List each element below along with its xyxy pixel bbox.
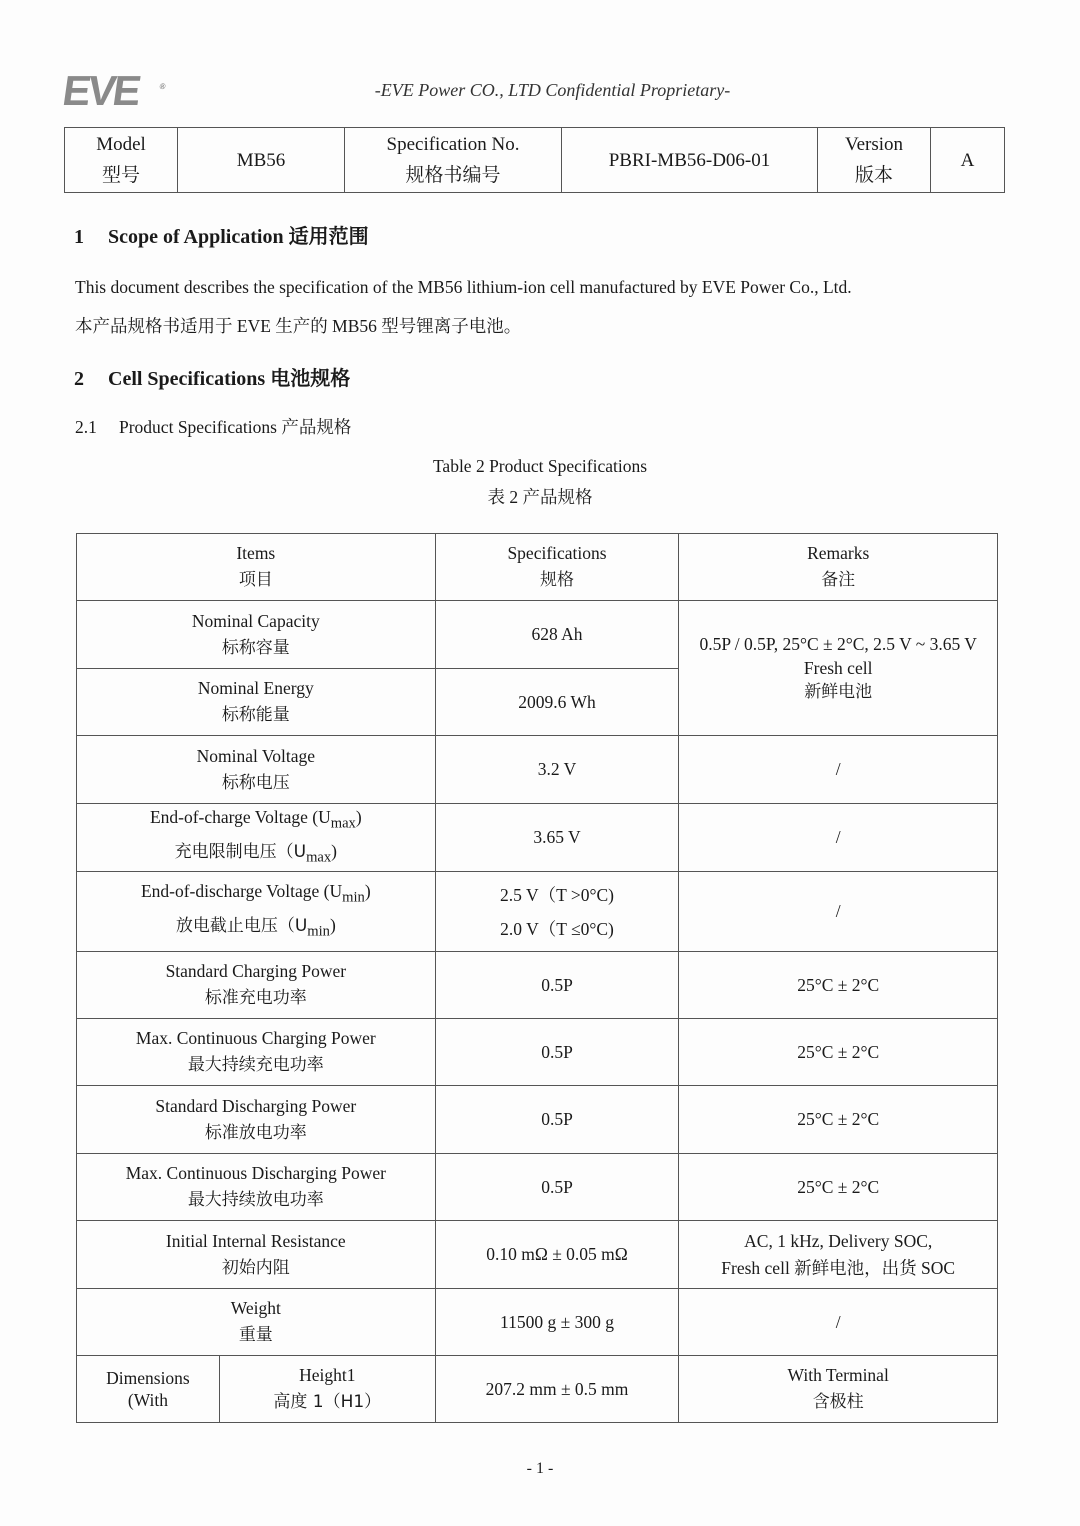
remark-cell: 25°C ± 2°C: [679, 1086, 998, 1154]
spec-cell: 0.5P: [435, 1154, 679, 1221]
spec-cell: 11500 g ± 300 g: [435, 1289, 679, 1356]
document-header-table: [64, 127, 1005, 193]
table-row: [77, 952, 998, 1019]
item-cell: Weight 重量: [77, 1289, 436, 1356]
eve-logo: EVE ®: [59, 67, 167, 114]
section-2-1-heading: 2.1 Product Specifications 产品规格: [75, 417, 352, 437]
remark-cell: 25°C ± 2°C: [679, 1154, 998, 1221]
header-items: Items 项目: [77, 534, 436, 601]
item-cell: Nominal Energy 标称能量: [77, 669, 436, 736]
remark-cell: AC, 1 kHz, Delivery SOC, Fresh cell 新鲜电池，出货 SOC: [679, 1221, 998, 1289]
table-row: [77, 872, 998, 952]
spec-cell: 0.10 mΩ ± 0.05 mΩ: [435, 1221, 679, 1289]
table-row: [77, 1019, 998, 1086]
table-caption-en: Table 2 Product Specifications: [432, 456, 648, 476]
spec-no-label: Specification No. 规格书编号: [345, 128, 562, 193]
table-row: [77, 601, 998, 669]
table-row: [77, 1289, 998, 1356]
item-cell: End-of-charge Voltage $(U_{max})$ 充电限制电压$(U_{max})$: [77, 804, 436, 872]
table-row: [77, 804, 998, 872]
section-2-heading: 2 Cell Specifications 电池规格: [74, 368, 351, 390]
spec-cell: 0.5P: [435, 1019, 679, 1086]
spec-no-value: PBRI-MB56-D06-01: [562, 128, 818, 193]
table-row: [77, 736, 998, 804]
product-spec-table: [76, 533, 998, 1423]
scope-text-zh: 本产品规格书适用于 EVE 生产的 MB56 型号锂离子电池。: [75, 316, 522, 336]
item-cell: End-of-discharge Voltage $(U_{min})$ 放电截止电压$(U_{min})$: [77, 872, 436, 952]
model-value: MB56: [178, 128, 345, 193]
section-1-heading: 1 Scope of Application 适用范围: [74, 226, 369, 248]
model-label: Model 型号: [65, 128, 178, 193]
remark-cell: With Terminal 含极柱: [679, 1356, 998, 1423]
dimensions-group-cell: Dimensions (With: [77, 1356, 220, 1423]
spec-cell: 628 Ah: [435, 601, 679, 669]
header-specifications: Specifications 规格: [435, 534, 679, 601]
remark-cell: /: [679, 1289, 998, 1356]
remark-cell: 0.5P / 0.5P, 25°C ± 2°C, 2.5 V ~ 3.65 V Fresh cell 新鲜电池: [679, 601, 998, 736]
item-cell: Height1 高度 1（H1）: [219, 1356, 435, 1423]
spec-cell: 0.5P: [435, 1086, 679, 1154]
remark-cell: /: [679, 736, 998, 804]
item-cell: Max. Continuous Discharging Power 最大持续放电功率: [77, 1154, 436, 1221]
spec-cell: 2.5 V（T >0°C) 2.0 V（T ≤0°C): [435, 872, 679, 952]
scope-text-en: This document describes the specification of the MB56 lithium-ion cell manufactured by EVE Power Co., Ltd.: [75, 277, 852, 297]
table-row: [77, 1154, 998, 1221]
table-row: [77, 1221, 998, 1289]
item-cell: Standard Discharging Power 标准放电功率: [77, 1086, 436, 1154]
remark-cell: /: [679, 804, 998, 872]
confidential-notice: -EVE Power CO., LTD Confidential Proprietary-: [374, 80, 731, 100]
table-row: [77, 1086, 998, 1154]
item-cell: Nominal Voltage 标称电压: [77, 736, 436, 804]
table-caption-zh: 表 2 产品规格: [487, 487, 593, 507]
item-cell: Nominal Capacity 标称容量: [77, 601, 436, 669]
remark-cell: /: [679, 872, 998, 952]
version-value: A: [931, 128, 1005, 193]
page-number: - 1 -: [526, 1460, 554, 1477]
spec-cell: 3.2 V: [435, 736, 679, 804]
remark-cell: 25°C ± 2°C: [679, 952, 998, 1019]
remark-cell: 25°C ± 2°C: [679, 1019, 998, 1086]
header-remarks: Remarks 备注: [679, 534, 998, 601]
spec-cell: 2009.6 Wh: [435, 669, 679, 736]
table-header-row: [77, 534, 998, 601]
item-cell: Initial Internal Resistance 初始内阻: [77, 1221, 436, 1289]
item-cell: Standard Charging Power 标准充电功率: [77, 952, 436, 1019]
spec-cell: 207.2 mm ± 0.5 mm: [435, 1356, 679, 1423]
spec-cell: 3.65 V: [435, 804, 679, 872]
spec-cell: 0.5P: [435, 952, 679, 1019]
version-label: Version 版本: [818, 128, 931, 193]
item-cell: Max. Continuous Charging Power 最大持续充电功率: [77, 1019, 436, 1086]
table-row: [77, 1356, 998, 1423]
